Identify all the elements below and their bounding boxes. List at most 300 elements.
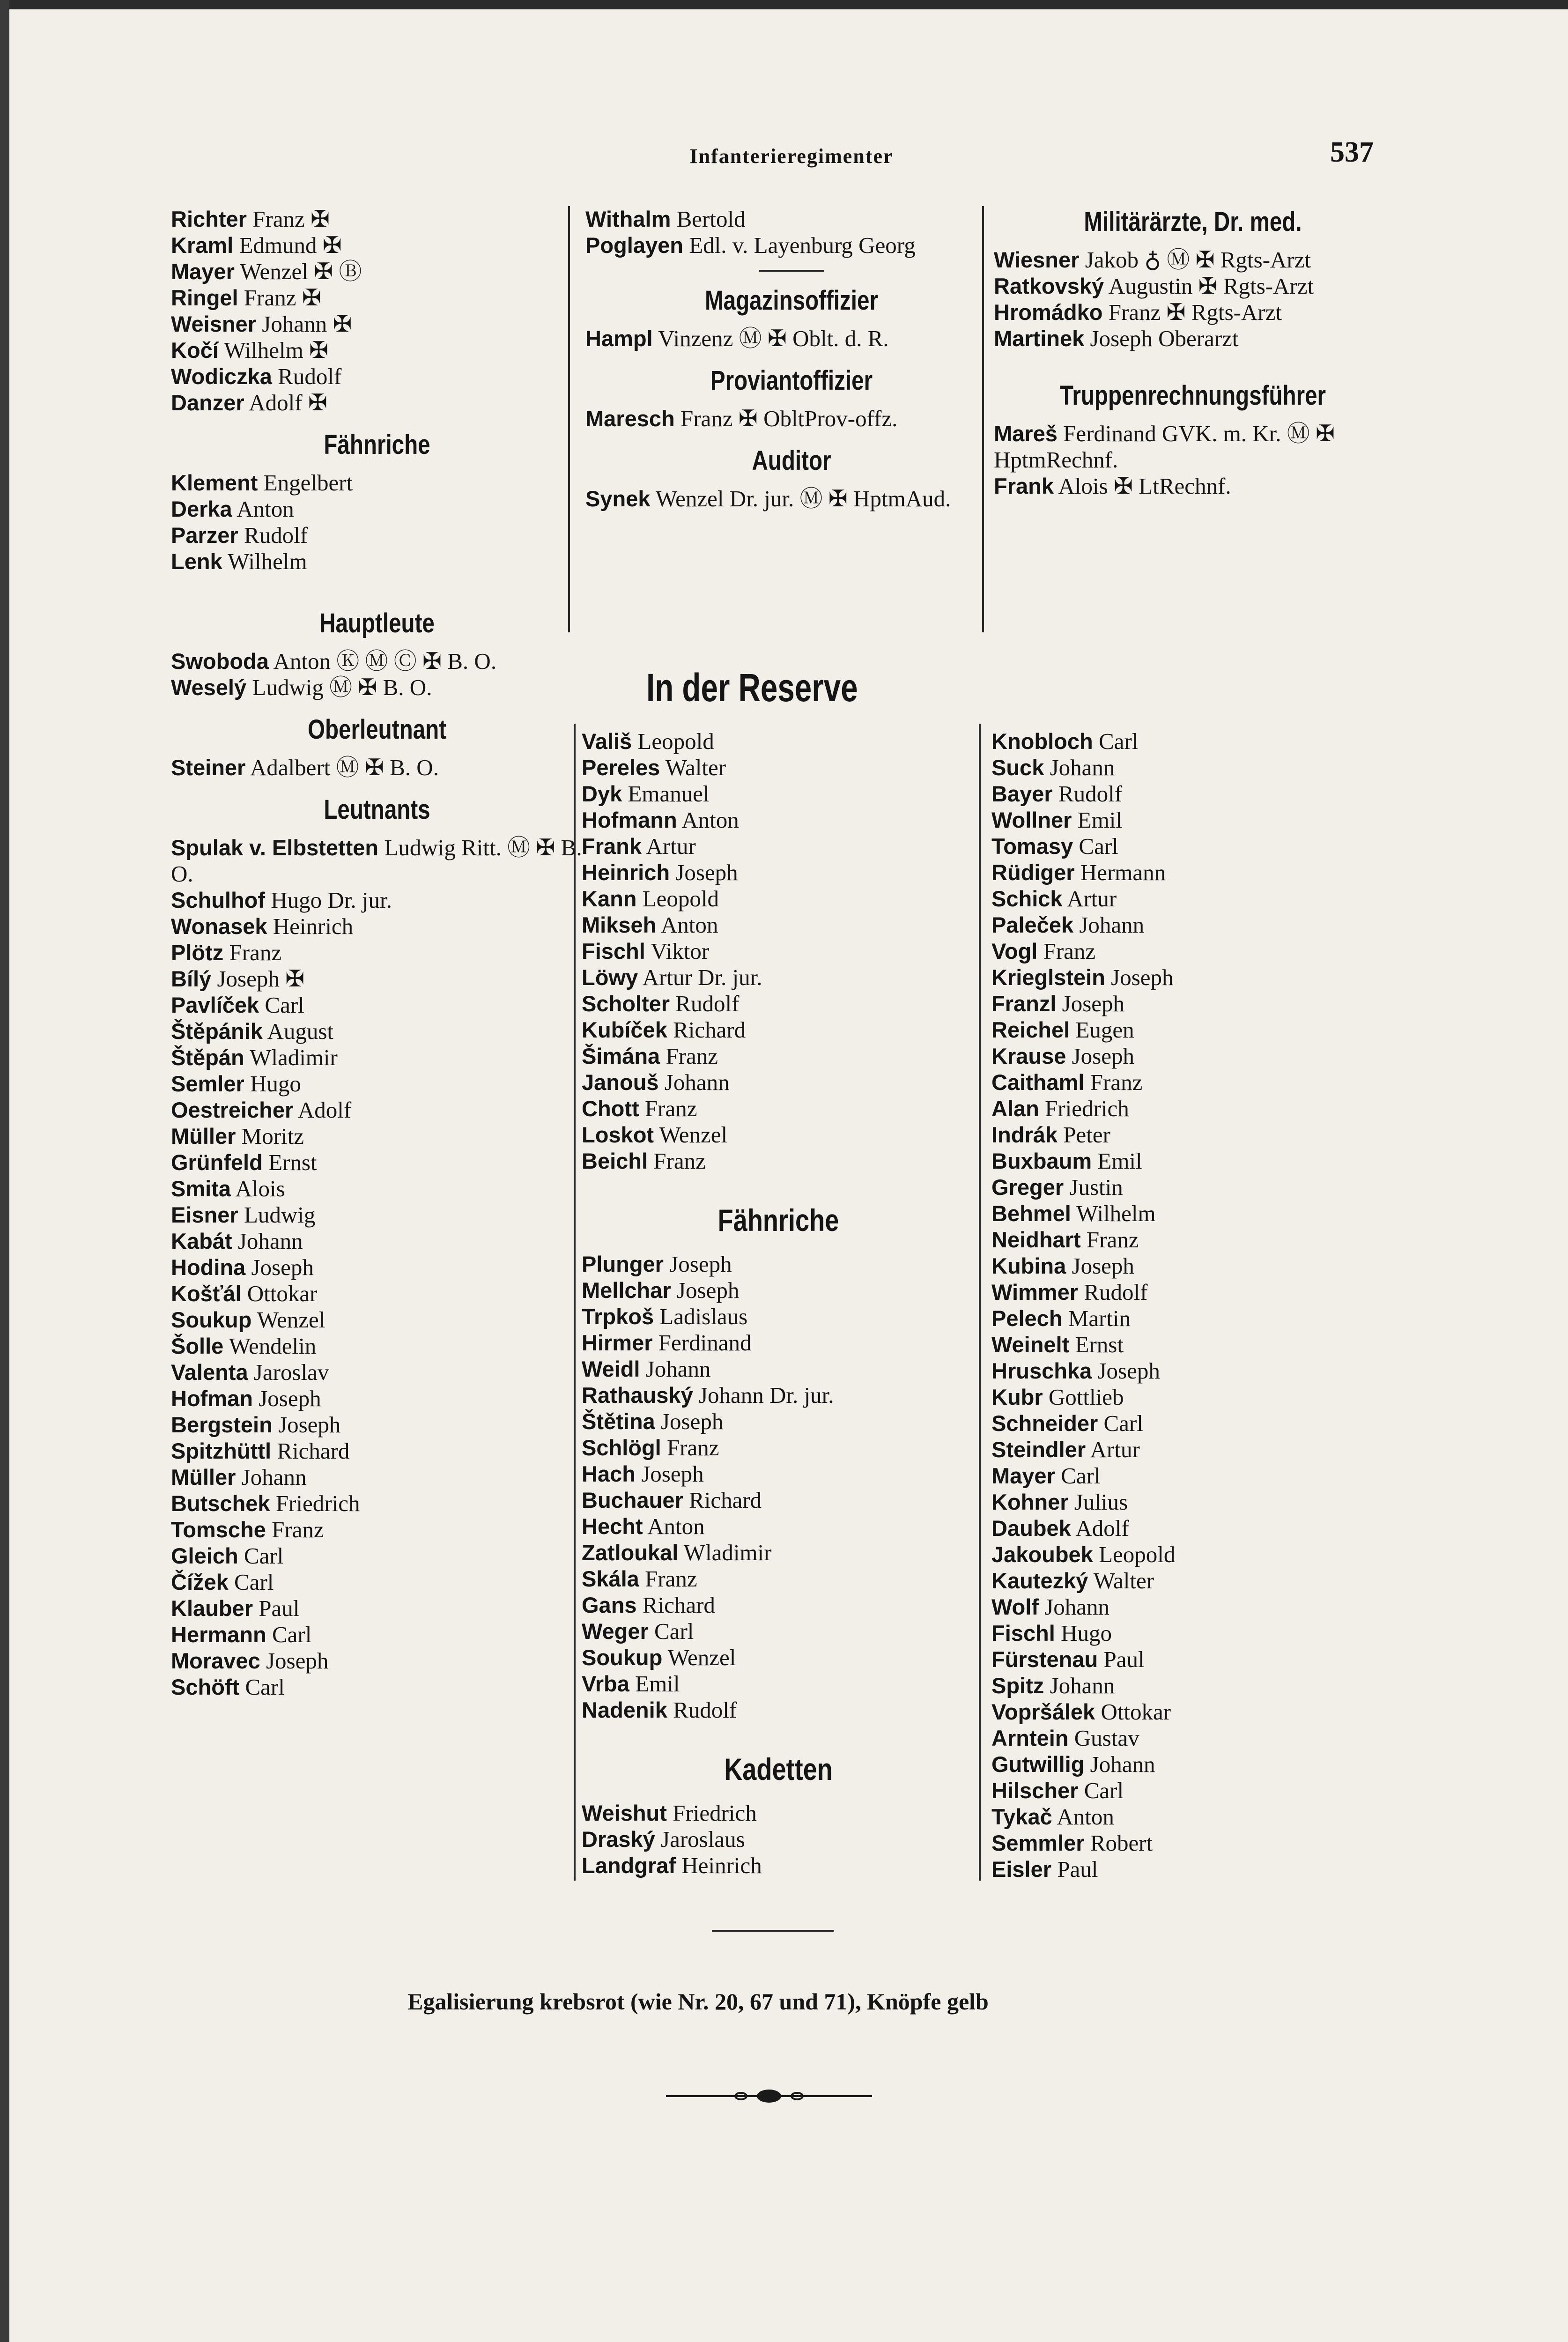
name-entry — [991, 964, 1390, 991]
name-entry — [171, 311, 583, 337]
given-names-and-honours: Franz — [666, 1435, 719, 1460]
surname: Weidl — [582, 1356, 640, 1381]
surname: Valenta — [171, 1360, 248, 1385]
name-entry — [582, 1435, 975, 1461]
column-3 — [994, 206, 1392, 499]
given-names-and-honours: Wendelin — [229, 1333, 317, 1359]
surname: Hecht — [582, 1514, 643, 1539]
name-entry — [171, 1543, 583, 1569]
surname: Suck — [991, 755, 1044, 780]
reserve-column-2 — [991, 728, 1390, 1882]
name-entry — [582, 1043, 975, 1069]
surname: Hofmann — [582, 808, 677, 832]
given-names-and-honours: Rudolf — [244, 522, 308, 548]
section-heading-faehnriche: Fähnriche — [324, 430, 430, 460]
given-names-and-honours: Joseph ✠ — [217, 966, 305, 992]
name-entry — [991, 1778, 1390, 1804]
given-names-and-honours: Friedrich — [1045, 1096, 1129, 1121]
given-names-and-honours: Artur — [1067, 886, 1117, 912]
name-entry — [582, 1382, 975, 1408]
name-entry — [991, 1332, 1390, 1358]
name-entry — [991, 912, 1390, 938]
officer-list — [585, 206, 998, 259]
surname: Mareš — [994, 421, 1058, 446]
surname: Vopršálek — [991, 1699, 1095, 1724]
surname: Daubek — [991, 1516, 1071, 1541]
surname: Zatloukal — [582, 1540, 679, 1565]
surname: Chott — [582, 1096, 639, 1121]
surname: Weselý — [171, 675, 247, 700]
name-entry — [171, 1333, 583, 1359]
given-names-and-honours: Hugo — [1061, 1620, 1112, 1646]
given-names-and-honours: Friedrich — [673, 1800, 757, 1826]
name-entry — [582, 1540, 975, 1566]
given-names-and-honours: Ferdinand — [658, 1330, 752, 1356]
surname: Kočí — [171, 338, 219, 363]
surname: Behmel — [991, 1201, 1071, 1226]
name-entry — [991, 1069, 1390, 1096]
name-entry — [171, 1622, 583, 1648]
given-names-and-honours: Joseph Oberarzt — [1090, 326, 1239, 351]
page-top-edge — [0, 0, 1568, 9]
name-entry — [171, 1045, 583, 1071]
surname: Weisner — [171, 311, 256, 336]
given-names-and-honours: Johann — [1050, 755, 1115, 780]
name-entry — [991, 1463, 1390, 1489]
surname: Ratkovský — [994, 274, 1104, 298]
surname: Neidhart — [991, 1227, 1081, 1252]
given-names-and-honours: Franz — [653, 1148, 706, 1174]
running-head: Infanterieregimenter — [689, 145, 894, 168]
surname: Eisler — [991, 1857, 1052, 1882]
surname: Steiner — [171, 755, 246, 780]
name-entry — [991, 728, 1390, 755]
name-entry — [171, 1569, 583, 1595]
name-entry — [582, 781, 975, 807]
given-names-and-honours: Paul — [1103, 1646, 1145, 1672]
officer-list — [994, 247, 1392, 352]
name-entry — [582, 1513, 975, 1540]
surname: Parzer — [171, 523, 238, 548]
name-entry — [991, 1017, 1390, 1043]
given-names-and-honours: Alois ✠ LtRechnf. — [1058, 473, 1231, 499]
name-entry — [171, 1071, 583, 1097]
given-names-and-honours: Joseph — [1072, 1043, 1134, 1069]
surname: Synek — [585, 486, 651, 511]
given-names-and-honours: Moritz — [241, 1123, 304, 1149]
given-names-and-honours: Wenzel — [667, 1645, 736, 1670]
surname: Košťál — [171, 1281, 242, 1306]
surname: Krieglstein — [991, 965, 1105, 990]
surname: Paleček — [991, 912, 1074, 937]
surname: Šimána — [582, 1044, 660, 1068]
end-rule — [712, 1930, 834, 1932]
given-names-and-honours: Leopold — [637, 728, 714, 754]
given-names-and-honours: Artur Dr. jur. — [642, 964, 762, 990]
surname: Kubíček — [582, 1017, 667, 1042]
given-names-and-honours: Walter — [1093, 1568, 1154, 1593]
surname: Steindler — [991, 1437, 1086, 1462]
given-names-and-honours: Heinrich — [273, 913, 354, 939]
officer-list — [582, 1800, 975, 1879]
surname: Kubina — [991, 1253, 1066, 1278]
surname: Smita — [171, 1176, 231, 1201]
section-heading-hauptleute: Hauptleute — [319, 608, 435, 638]
section-heading-oberleutnant: Oberleutnant — [308, 714, 446, 745]
name-entry — [991, 1751, 1390, 1778]
name-entry — [171, 1674, 583, 1700]
given-names-and-honours: Franz ✠ — [252, 206, 330, 232]
surname: Frank — [994, 474, 1054, 498]
column-2 — [585, 206, 998, 512]
name-entry — [582, 1566, 975, 1592]
name-entry — [582, 833, 975, 860]
name-entry — [171, 390, 583, 416]
given-names-and-honours: Carl — [1103, 1410, 1143, 1436]
given-names-and-honours: Franz ✠ — [244, 285, 321, 311]
officer-list — [582, 728, 975, 1174]
given-names-and-honours: Hermann — [1080, 860, 1166, 885]
surname: Wodiczka — [171, 364, 272, 389]
surname: Wiesner — [994, 247, 1080, 272]
name-entry — [171, 1595, 583, 1622]
given-names-and-honours: Emil — [635, 1671, 680, 1697]
name-entry — [171, 1438, 583, 1464]
name-entry — [582, 964, 975, 991]
surname: Spulak v. Elbstetten — [171, 835, 379, 860]
given-names-and-honours: Rudolf — [675, 991, 740, 1016]
name-entry — [171, 470, 583, 496]
officer-list — [582, 1251, 975, 1723]
name-entry — [991, 781, 1390, 807]
surname: Wolf — [991, 1594, 1039, 1619]
surname: Butschek — [171, 1491, 270, 1516]
name-entry — [991, 1279, 1390, 1305]
name-entry — [171, 1254, 583, 1281]
name-entry — [991, 807, 1390, 833]
name-entry — [171, 1176, 583, 1202]
name-entry — [582, 1251, 975, 1277]
name-entry — [582, 1304, 975, 1330]
surname: Oestreicher — [171, 1097, 294, 1122]
given-names-and-honours: Ludwig Ritt. Ⓜ ✠ B. O. — [171, 835, 582, 887]
name-entry — [171, 648, 583, 674]
given-names-and-honours: Carl — [244, 1543, 284, 1569]
surname: Hampl — [585, 326, 653, 351]
section-heading-reserve-faehnriche: Fähnriche — [717, 1203, 839, 1238]
name-entry — [582, 912, 975, 938]
given-names-and-honours: Johann — [1079, 912, 1145, 938]
given-names-and-honours: Artur — [1090, 1437, 1140, 1462]
name-entry — [582, 1148, 975, 1174]
name-entry — [171, 755, 583, 781]
column-1 — [171, 206, 583, 1700]
given-names-and-honours: Johann — [241, 1464, 307, 1490]
name-entry — [582, 1853, 975, 1879]
name-entry — [991, 1673, 1390, 1699]
given-names-and-honours: Friedrich — [275, 1490, 360, 1516]
surname: Jakoubek — [991, 1542, 1093, 1567]
surname: Wimmer — [991, 1280, 1079, 1304]
given-names-and-honours: Carl — [245, 1674, 285, 1700]
name-entry — [991, 1699, 1390, 1725]
given-names-and-honours: Edl. v. Layenburg Georg — [689, 232, 916, 258]
name-entry — [991, 1620, 1390, 1646]
column-divider — [979, 724, 981, 1881]
name-entry — [171, 1281, 583, 1307]
name-entry — [991, 833, 1390, 860]
name-entry — [171, 835, 583, 887]
surname: Mellchar — [582, 1278, 671, 1303]
given-names-and-honours: Johann — [664, 1069, 730, 1095]
name-entry — [582, 1069, 975, 1096]
name-entry — [582, 807, 975, 833]
given-names-and-honours: Anton — [1057, 1804, 1114, 1830]
given-names-and-honours: Hugo Dr. jur. — [271, 887, 392, 913]
section-heading-leutnants: Leutnants — [324, 794, 430, 825]
surname: Hermann — [171, 1622, 266, 1647]
name-entry — [991, 1410, 1390, 1437]
name-entry — [171, 363, 583, 390]
given-names-and-honours: Viktor — [651, 938, 710, 964]
surname: Poglayen — [585, 233, 683, 258]
given-names-and-honours: Vinzenz Ⓜ ✠ Oblt. d. R. — [658, 326, 889, 351]
section-heading-kadetten: Kadetten — [724, 1752, 833, 1786]
surname: Martinek — [994, 326, 1085, 351]
name-entry — [585, 406, 998, 432]
given-names-and-honours: Johann — [1090, 1751, 1155, 1777]
surname: Pereles — [582, 755, 660, 780]
name-entry — [991, 1830, 1390, 1856]
surname: Bílý — [171, 966, 212, 991]
name-entry — [582, 1122, 975, 1148]
name-entry — [582, 1408, 975, 1435]
name-entry — [994, 326, 1392, 352]
surname: Klement — [171, 470, 258, 495]
given-names-and-honours: Artur — [646, 833, 696, 859]
surname: Buchauer — [582, 1488, 683, 1512]
facing-colour-note: Egalisierung krebsrot (wie Nr. 20, 67 und 71), Knöpfe gelb — [407, 1988, 989, 2015]
officer-list — [585, 326, 998, 352]
surname: Semler — [171, 1071, 244, 1096]
name-entry — [991, 1856, 1390, 1882]
given-names-and-honours: Joseph — [1111, 964, 1174, 990]
name-entry — [582, 1356, 975, 1382]
officer-list — [171, 755, 583, 781]
page-left-edge — [0, 0, 9, 2342]
name-entry — [991, 1568, 1390, 1594]
page-number: 537 — [1330, 136, 1374, 168]
given-names-and-honours: Joseph — [1072, 1253, 1134, 1279]
given-names-and-honours: Ludwig — [244, 1202, 316, 1228]
given-names-and-honours: Jakob ♁ Ⓜ ✠ Rgts-Arzt — [1085, 247, 1311, 273]
given-names-and-honours: Joseph — [669, 1251, 732, 1277]
name-entry — [582, 1826, 975, 1853]
given-names-and-honours: Justin — [1069, 1174, 1123, 1200]
name-entry — [991, 1594, 1390, 1620]
officer-list — [171, 835, 583, 1700]
given-names-and-honours: Carl — [654, 1618, 694, 1644]
surname: Löwy — [582, 965, 638, 990]
surname: Vogl — [991, 939, 1038, 963]
name-entry — [171, 1464, 583, 1490]
given-names-and-honours: Walter — [665, 755, 726, 780]
surname: Schick — [991, 886, 1063, 911]
surname: Rathauský — [582, 1383, 693, 1408]
name-entry — [582, 991, 975, 1017]
section-heading-auditor: Auditor — [752, 445, 831, 476]
given-names-and-honours: Ernst — [1075, 1332, 1124, 1357]
surname: Gans — [582, 1593, 637, 1617]
name-entry — [582, 1618, 975, 1645]
name-entry — [991, 1542, 1390, 1568]
name-entry — [171, 1307, 583, 1333]
surname: Kohner — [991, 1490, 1069, 1514]
given-names-and-honours: Gottlieb — [1048, 1384, 1124, 1410]
reserve-column-1 — [582, 728, 975, 1879]
name-entry — [171, 913, 583, 940]
given-names-and-honours: Julius — [1074, 1489, 1128, 1515]
surname: Kabát — [171, 1229, 232, 1253]
given-names-and-honours: Joseph — [278, 1412, 341, 1438]
surname: Kann — [582, 886, 637, 911]
given-names-and-honours: Johann — [237, 1228, 303, 1254]
given-names-and-honours: Franz — [644, 1096, 697, 1121]
given-names-and-honours: Adolf — [297, 1097, 352, 1123]
given-names-and-honours: Joseph — [1097, 1358, 1160, 1384]
given-names-and-honours: Adolf — [1075, 1515, 1129, 1541]
surname: Hilscher — [991, 1778, 1079, 1803]
surname: Beichl — [582, 1149, 648, 1173]
surname: Vališ — [582, 729, 632, 754]
surname: Weinelt — [991, 1332, 1070, 1357]
surname: Tomsche — [171, 1517, 266, 1542]
name-entry — [582, 1645, 975, 1671]
name-entry — [991, 1122, 1390, 1148]
surname: Wonasek — [171, 914, 267, 939]
surname: Hirmer — [582, 1330, 653, 1355]
given-names-and-honours: Rudolf — [1058, 781, 1123, 807]
name-entry — [994, 247, 1392, 273]
surname: Štěpánik — [171, 1019, 263, 1044]
surname: Vrba — [582, 1671, 629, 1696]
surname: Schulhof — [171, 888, 266, 912]
officer-list — [171, 470, 583, 575]
name-entry — [582, 860, 975, 886]
name-entry — [991, 1148, 1390, 1174]
given-names-and-honours: Anton — [681, 807, 739, 833]
surname: Bayer — [991, 781, 1053, 806]
name-entry — [171, 887, 583, 913]
name-entry — [171, 259, 583, 285]
surname: Wollner — [991, 808, 1072, 832]
name-entry — [991, 860, 1390, 886]
name-entry — [585, 486, 998, 512]
surname: Loskot — [582, 1122, 654, 1147]
name-entry — [991, 1227, 1390, 1253]
given-names-and-honours: Joseph — [676, 1277, 740, 1303]
surname: Buxbaum — [991, 1149, 1092, 1173]
given-names-and-honours: Leopold — [642, 886, 719, 912]
surname: Franzl — [991, 991, 1057, 1016]
given-names-and-honours: Robert — [1090, 1830, 1153, 1856]
name-entry — [171, 1386, 583, 1412]
given-names-and-honours: Wladimir — [250, 1045, 338, 1070]
section-heading-proviantoffizier: Proviantoffizier — [710, 365, 873, 396]
officer-list — [171, 206, 583, 416]
given-names-and-honours: Wilhelm — [1076, 1201, 1156, 1226]
given-names-and-honours: Joseph — [641, 1461, 704, 1487]
given-names-and-honours: Rudolf — [1084, 1279, 1148, 1305]
given-names-and-honours: Richard — [642, 1592, 715, 1618]
officer-list — [585, 486, 998, 512]
surname: Scholter — [582, 991, 670, 1016]
name-entry — [582, 1461, 975, 1487]
given-names-and-honours: Ferdinand GVK. m. Kr. Ⓜ ✠ HptmRechnf. — [994, 421, 1335, 473]
surname: Spitzhüttl — [171, 1438, 272, 1463]
name-entry — [991, 1096, 1390, 1122]
given-names-and-honours: Rudolf — [673, 1697, 737, 1723]
given-names-and-honours: Wenzel Dr. jur. Ⓜ ✠ HptmAud. — [655, 486, 951, 511]
name-entry — [582, 1017, 975, 1043]
surname: Štětina — [582, 1409, 655, 1434]
given-names-and-honours: Johann — [1050, 1673, 1115, 1698]
name-entry — [991, 886, 1390, 912]
given-names-and-honours: Richard — [277, 1438, 350, 1464]
surname: Caithaml — [991, 1070, 1085, 1095]
surname: Hach — [582, 1461, 636, 1486]
surname: Soukup — [171, 1307, 252, 1332]
surname: Pelech — [991, 1306, 1063, 1331]
given-names-and-honours: Peter — [1063, 1122, 1110, 1148]
surname: Kautezký — [991, 1568, 1088, 1593]
given-names-and-honours: Alois — [235, 1176, 285, 1201]
surname: Schneider — [991, 1411, 1098, 1436]
given-names-and-honours: Johann — [645, 1356, 711, 1382]
given-names-and-honours: Gustav — [1074, 1725, 1139, 1751]
surname: Fischl — [991, 1621, 1055, 1645]
surname: Alan — [991, 1096, 1039, 1121]
name-entry — [582, 1096, 975, 1122]
name-entry — [582, 1330, 975, 1356]
surname: Mayer — [991, 1463, 1055, 1488]
given-names-and-honours: Joseph — [266, 1648, 329, 1674]
given-names-and-honours: Franz — [645, 1566, 697, 1592]
given-names-and-honours: August — [267, 1018, 334, 1044]
given-names-and-honours: Franz — [1043, 938, 1096, 964]
surname: Tomasy — [991, 834, 1073, 859]
name-entry — [991, 1174, 1390, 1201]
given-names-and-honours: Engelbert — [263, 470, 353, 496]
given-names-and-honours: Carl — [265, 992, 304, 1018]
name-entry — [991, 991, 1390, 1017]
given-names-and-honours: Carl — [1061, 1463, 1101, 1489]
surname: Kraml — [171, 233, 234, 258]
surname: Klauber — [171, 1596, 253, 1621]
name-entry — [582, 938, 975, 964]
given-names-and-honours: Bertold — [676, 206, 746, 232]
name-entry — [171, 548, 583, 575]
surname: Gleich — [171, 1543, 238, 1568]
surname: Maresch — [585, 406, 675, 431]
given-names-and-honours: Anton — [647, 1513, 705, 1539]
surname: Draský — [582, 1827, 655, 1852]
given-names-and-honours: Ludwig Ⓜ ✠ B. O. — [252, 674, 432, 700]
surname: Müller — [171, 1124, 236, 1149]
surname: Dyk — [582, 781, 622, 806]
given-names-and-honours: Leopold — [1099, 1542, 1176, 1567]
surname: Tykač — [991, 1804, 1052, 1829]
